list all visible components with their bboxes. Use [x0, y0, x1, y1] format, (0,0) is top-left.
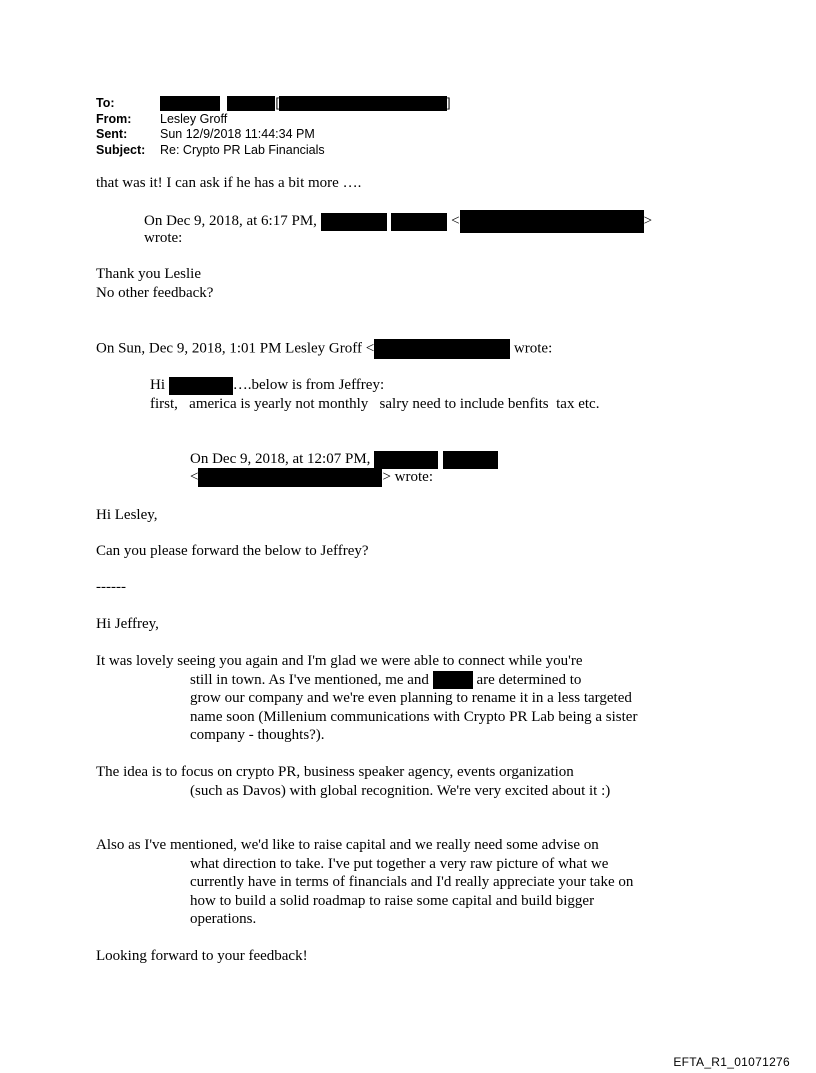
quote1-prefix: On Dec 9, 2018, at 6:17 PM,	[144, 212, 317, 229]
from-label: From:	[96, 111, 132, 126]
hi-jeffrey: Hi Jeffrey,	[96, 616, 159, 632]
quote1-gt: >	[643, 212, 653, 229]
sent-value: Sun 12/9/2018 11:44:34 PM	[160, 127, 315, 141]
quote3-wrote: > wrote:	[382, 469, 433, 485]
quote3-attribution	[190, 450, 498, 469]
document-id: EFTA_R1_01071276	[673, 1055, 790, 1069]
paragraph-1-first-line: It was lovely seeing you again and I'm glad we were able to connect while you're	[96, 653, 583, 669]
paragraph-1-rest: grow our company and we're even planning to rename it in a less targeted name soon (Millenium communications with Crypto PR Lab being a sister company - thoughts?).	[190, 690, 638, 744]
quote3-prefix: On Dec 9, 2018, at 12:07 PM,	[190, 451, 371, 467]
subject-value: Re: Crypto PR Lab Financials	[160, 142, 325, 157]
redaction-box	[460, 210, 644, 233]
sent-row	[96, 127, 450, 143]
subject-label: Subject:	[96, 142, 146, 157]
reply-line: that was it! I can ask if he has a bit more ….	[96, 175, 362, 191]
paragraph-1-line-2b: are determined to	[476, 671, 582, 688]
paragraph-1-line-2	[96, 671, 656, 690]
to-label: To:	[96, 96, 115, 110]
paragraph-2-first-line: The idea is to focus on crypto PR, business speaker agency, events organization	[96, 764, 574, 780]
redaction-box	[279, 96, 447, 111]
paragraph-3	[96, 836, 656, 929]
redaction-box	[227, 96, 275, 111]
paragraph-1-line-2a: still in town. As I've mentioned, me and	[190, 671, 429, 688]
separator-line: ------	[96, 579, 126, 595]
hi-lesley: Hi Lesley,	[96, 507, 158, 523]
redaction-box	[321, 213, 387, 231]
first-line: first, america is yearly not monthly salry need to include benfits tax etc.	[150, 396, 600, 412]
redaction-box	[443, 451, 498, 469]
hi-suffix: ….below is from Jeffrey:	[232, 377, 385, 393]
email-header	[96, 96, 450, 158]
redaction-box	[391, 213, 447, 231]
redaction-box	[169, 377, 233, 395]
subject-row	[96, 143, 450, 159]
paragraph-1	[96, 652, 656, 745]
forward-request: Can you please forward the below to Jeffrey?	[96, 543, 369, 559]
quote1-attribution	[144, 210, 652, 233]
from-value: Lesley Groff	[160, 111, 228, 126]
closing-line: Looking forward to your feedback!	[96, 948, 308, 964]
hi-prefix: Hi	[150, 377, 165, 393]
quote2-wrote: wrote:	[513, 340, 553, 357]
redaction-box	[374, 339, 510, 359]
redaction-box	[198, 468, 382, 487]
to-row	[96, 96, 450, 112]
to-open-bracket: [	[275, 96, 279, 110]
paragraph-3-rest: what direction to take. I've put together a very raw picture of what we currently have in terms of financials and I'd really appreciate your take on how to build a solid roadmap to raise some capital and build bigger operations.	[190, 855, 634, 928]
thanks-line-2: No other feedback?	[96, 285, 214, 301]
from-row	[96, 112, 450, 128]
quote2-attribution	[96, 339, 552, 359]
quote1-wrote: wrote:	[144, 230, 183, 246]
redaction-box	[160, 96, 220, 111]
thanks-line-1: Thank you Leslie	[96, 266, 201, 282]
paragraph-2	[96, 763, 656, 800]
redaction-box	[433, 671, 473, 689]
redaction-box	[374, 451, 438, 469]
to-value	[160, 96, 450, 112]
to-close-bracket: ]	[446, 96, 451, 110]
sent-label: Sent:	[96, 127, 128, 141]
quote3-email-line	[190, 468, 433, 487]
quote3-lt: <	[190, 469, 199, 485]
paragraph-2-rest: (such as Davos) with global recognition. We're very excited about it :)	[190, 782, 611, 799]
paragraph-3-first-line: Also as I've mentioned, we'd like to raise capital and we really need some advise on	[96, 837, 599, 853]
quote2-prefix: On Sun, Dec 9, 2018, 1:01 PM Lesley Groff <	[96, 340, 375, 357]
quote1-lt: <	[451, 212, 460, 229]
hi-line	[150, 376, 384, 395]
